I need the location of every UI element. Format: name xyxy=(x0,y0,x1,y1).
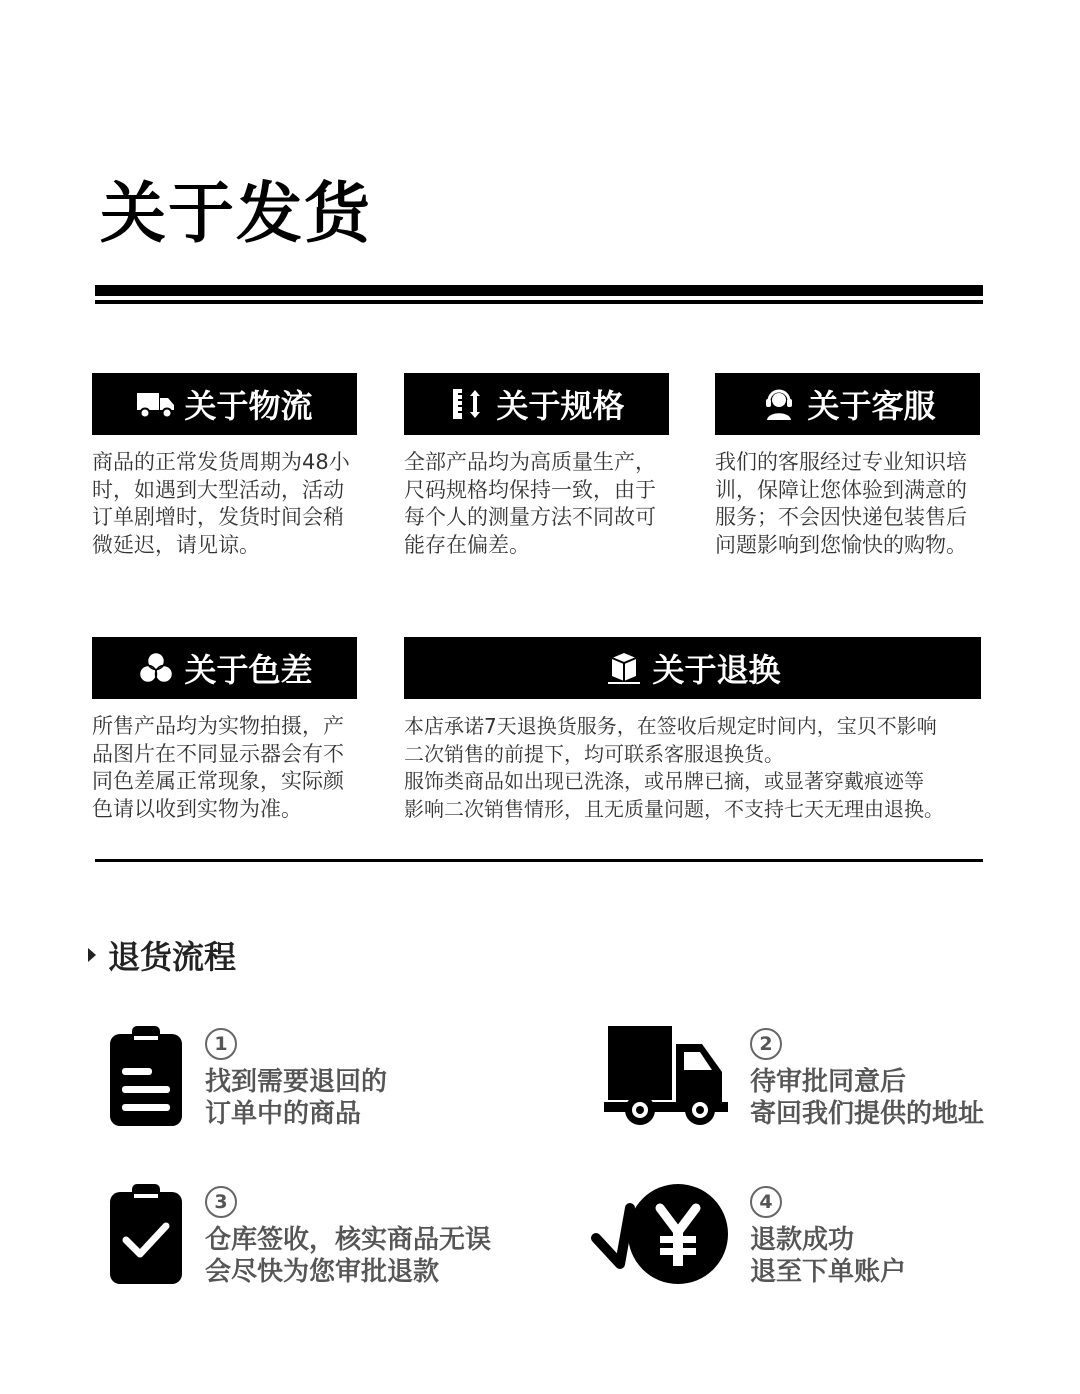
step-2-number: 2 xyxy=(750,1028,782,1060)
clipboard-check-icon xyxy=(108,1184,184,1290)
box-icon xyxy=(604,650,644,686)
card-service-body: 我们的客服经过专业知识培 训，保障让您体验到满意的 服务；不会因快递包装售后 问题影响到您愉快的购物。 xyxy=(715,450,967,557)
step-2-text: 待审批同意后 寄回我们提供的地址 xyxy=(750,1067,985,1129)
card-size-header xyxy=(404,373,669,435)
card-color-title: 关于色差 xyxy=(184,651,313,689)
clipboard-list-icon xyxy=(108,1026,184,1132)
card-returns-title: 关于退换 xyxy=(652,651,781,689)
step-3-number: 3 xyxy=(205,1186,237,1218)
step-3-text: 仓库签收，核实商品无误 会尽快为您审批退款 xyxy=(205,1225,492,1287)
step-4-number: 4 xyxy=(750,1186,782,1218)
step-1-number: 1 xyxy=(205,1028,237,1060)
card-logistics-header xyxy=(92,373,357,435)
step-1-text: 找到需要退回的 订单中的商品 xyxy=(205,1067,388,1129)
section-divider xyxy=(95,859,983,862)
step-4-text: 退款成功 退至下单账户 xyxy=(750,1225,907,1287)
card-logistics-title: 关于物流 xyxy=(184,387,313,425)
card-size-title: 关于规格 xyxy=(496,387,625,425)
headset-icon xyxy=(759,386,799,422)
card-color-body: 所售产品均为实物拍摄，产 品图片在不同显示器会有不 同色差属正常现象，实际颜 色请以收到实物为准。 xyxy=(92,714,344,821)
card-service-title: 关于客服 xyxy=(807,387,936,425)
triangle-marker-icon xyxy=(88,948,96,962)
card-returns-body: 本店承诺7天退换货服务，在签收后规定时间内，宝贝不影响 二次销售的前提下，均可联系客服退换货。 服饰类商品如出现已洗涤，或吊牌已摘，或显著穿戴痕迹等 影响二次销售情形，且无质量问题，不支持七天无理由退换。 xyxy=(404,714,944,821)
card-returns-header xyxy=(404,637,981,699)
title-divider-thin xyxy=(95,300,983,304)
card-size-body: 全部产品均为高质量生产， 尺码规格均保持一致，由于 每个人的测量方法不同故可 能存在偏差。 xyxy=(404,450,656,557)
card-service-header xyxy=(715,373,980,435)
card-color-header xyxy=(92,637,357,699)
truck-icon xyxy=(604,1026,728,1132)
ruler-icon xyxy=(448,386,488,422)
card-logistics-body: 商品的正常发货周期为48小 时，如遇到大型活动，活动 订单剧增时，发货时间会稍 微延迟，请见谅。 xyxy=(92,450,350,557)
process-section-title: 退货流程 xyxy=(88,932,236,978)
page-title: 关于发货 xyxy=(100,175,372,252)
color-circles-icon xyxy=(136,650,176,686)
yen-refund-icon xyxy=(590,1184,732,1290)
title-divider-thick xyxy=(95,285,983,296)
truck-icon xyxy=(136,386,176,422)
